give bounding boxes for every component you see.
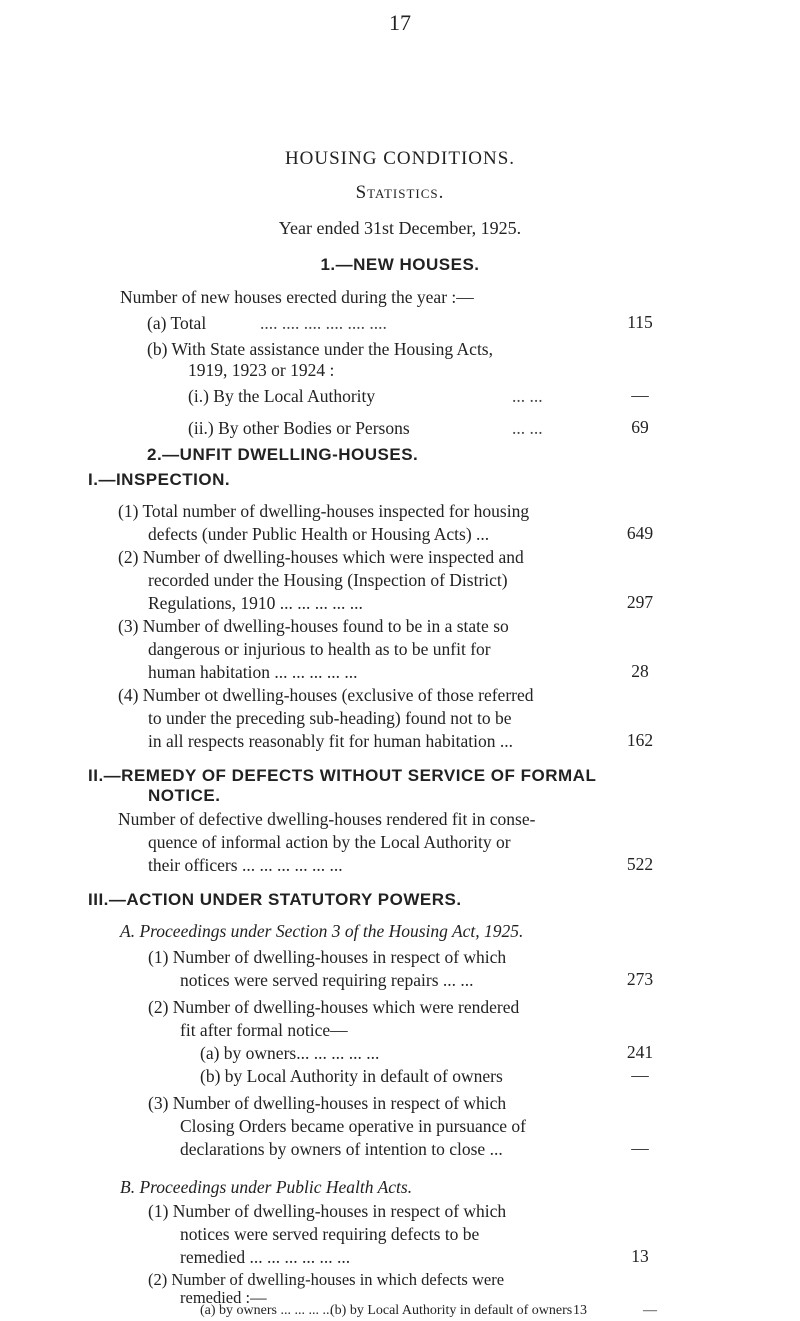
a3-line1: (3) Number of dwelling-houses in respect of which (148, 1093, 507, 1113)
b2b-label: (b) by Local Authority in default of owners (330, 1303, 573, 1318)
new-houses-intro: Number of new houses erected during the year :— (120, 287, 474, 307)
a2-line2: fit after formal notice— (180, 1020, 348, 1040)
inspection-2-line1: (2) Number of dwelling-houses which were inspected and (118, 547, 524, 567)
proceedings-a-heading: A. Proceedings under Section 3 of the Housing Act, 1925. (120, 921, 524, 941)
statutory-heading: III.—ACTION UNDER STATUTORY POWERS. (88, 890, 462, 909)
b2-line1: (2) Number of dwelling-houses in which defects were (148, 1270, 505, 1289)
a2-line1: (2) Number of dwelling-houses which were rendered (148, 997, 520, 1017)
page-subtitle: Statistics. (355, 182, 445, 203)
remedy-value: 522 (626, 854, 654, 874)
remedy-line3: their officers ... ... ... ... ... ... (148, 855, 343, 875)
inspection-1-line2: defects (under Public Health or Housing Acts) ... (148, 524, 490, 544)
inspection-2-line2: recorded under the Housing (Inspection of District) (148, 570, 508, 590)
inspection-2-value: 297 (626, 592, 654, 612)
a2b-value: — (631, 1065, 649, 1085)
b1-line3: remedied ... ... ... ... ... ... (180, 1247, 351, 1267)
section-new-houses-heading: 1.—NEW HOUSES. (320, 255, 480, 274)
other-bodies-value: 69 (631, 417, 649, 437)
section-unfit-heading: 2.—UNFIT DWELLING-HOUSES. (147, 445, 419, 464)
local-authority-dots: ... ... (512, 386, 543, 406)
remedy-line1: Number of defective dwelling-houses rendered fit in conse- (118, 809, 536, 829)
a3-value: — (631, 1138, 649, 1158)
inspection-3-line3: human habitation ... ... ... ... ... (148, 662, 358, 682)
page-title: HOUSING CONDITIONS. (284, 148, 516, 169)
b1-line1: (1) Number of dwelling-houses in respect of which (148, 1201, 507, 1221)
inspection-4-line3: in all respects reasonably fit for human habitation ... (148, 731, 513, 751)
inspection-4-line1: (4) Number ot dwelling-houses (exclusive of those referred (118, 685, 534, 705)
a2b-label: (b) by Local Authority in default of owners (200, 1066, 503, 1086)
a3-line2: Closing Orders became operative in pursuance of (180, 1116, 526, 1136)
b1-line2: notices were served requiring defects to be (180, 1224, 480, 1244)
b2b-value: — (643, 1303, 657, 1318)
state-assistance-line2: 1919, 1923 or 1924 : (188, 360, 335, 380)
inspection-4-value: 162 (626, 730, 654, 750)
b1-value: 13 (631, 1246, 649, 1266)
inspection-2-line3: Regulations, 1910 ... ... ... ... ... (148, 593, 363, 613)
other-bodies-dots: ... ... (512, 418, 543, 438)
total-dots: .... .... .... .... .... .... (260, 313, 387, 333)
remedy-heading-line1: II.—REMEDY OF DEFECTS WITHOUT SERVICE OF FORMAL (88, 766, 597, 785)
inspection-heading: I.—INSPECTION. (88, 470, 231, 489)
a1-value: 273 (626, 969, 654, 989)
a2a-label: (a) by owners... ... ... ... ... (200, 1043, 380, 1063)
remedy-line2: quence of informal action by the Local Authority or (148, 832, 511, 852)
b2a-value: 13 (573, 1303, 587, 1318)
a1-line1: (1) Number of dwelling-houses in respect of which (148, 947, 507, 967)
a2a-value: 241 (626, 1042, 654, 1062)
inspection-1-line1: (1) Total number of dwelling-houses inspected for housing (118, 501, 530, 521)
local-authority-label: (i.) By the Local Authority (188, 386, 376, 406)
inspection-3-value: 28 (631, 661, 649, 681)
a3-line3: declarations by owners of intention to close ... (180, 1139, 503, 1159)
page-number: 17 (389, 10, 411, 35)
state-assistance-line1: (b) With State assistance under the Housing Acts, (147, 339, 493, 359)
total-value: 115 (627, 312, 653, 332)
local-authority-value: — (631, 385, 649, 405)
proceedings-b-heading: B. Proceedings under Public Health Acts. (120, 1177, 413, 1197)
inspection-3-line2: dangerous or injurious to health as to be unfit for (148, 639, 491, 659)
total-label: (a) Total (147, 313, 207, 333)
remedy-heading-line2: NOTICE. (148, 786, 221, 805)
inspection-1-value: 649 (626, 523, 654, 543)
a1-line2: notices were served requiring repairs ... ... (180, 970, 474, 990)
b2-line2: remedied :— (180, 1288, 267, 1307)
other-bodies-label: (ii.) By other Bodies or Persons (188, 418, 410, 438)
b2a-label: (a) by owners ... ... ... ... (200, 1303, 333, 1318)
inspection-3-line1: (3) Number of dwelling-houses found to be in a state so (118, 616, 509, 636)
inspection-4-line2: to under the preceding sub-heading) found not to be (148, 708, 512, 728)
year-line: Year ended 31st December, 1925. (278, 218, 522, 238)
